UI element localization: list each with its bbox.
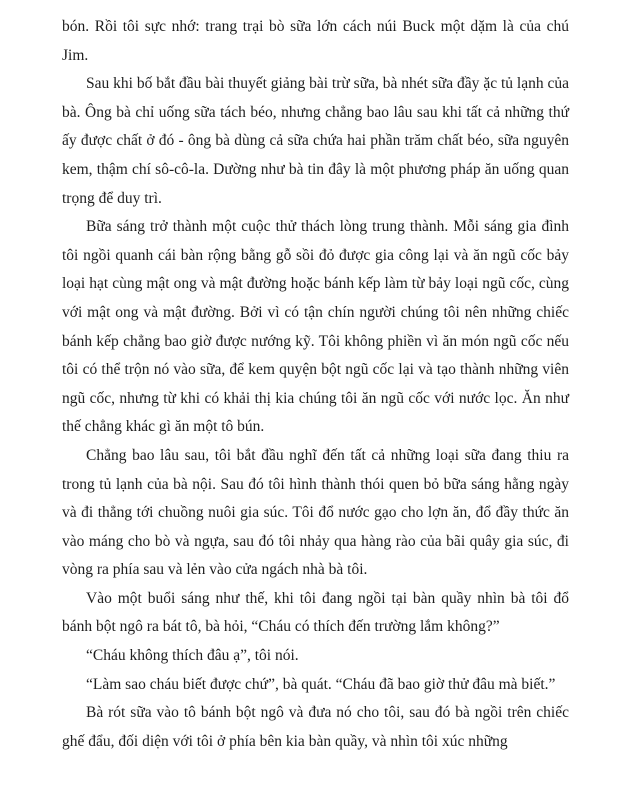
paragraph-1: bón. Rồi tôi sực nhớ: trang trại bò sữa lớn cách núi Buck một dặm là của chú Jim. — [62, 18, 569, 64]
paragraph-8: Bà rót sữa vào tô bánh bột ngô và đưa nó cho tôi, sau đó bà ngồi trên chiếc ghế đẩu, đối diện với tôi ở phía bên kia bàn quầy, và nhìn tôi xúc những — [62, 704, 569, 750]
paragraph-7: “Làm sao cháu biết được chứ”, bà quát. “Cháu đã bao giờ thử đâu mà biết.” — [86, 675, 556, 693]
paragraph-3: Bữa sáng trở thành một cuộc thử thách lòng trung thành. Mỗi sáng gia đình tôi ngồi quanh cái bàn rộng bằng gỗ sồi đỏ được gia công lại và ăn ngũ cốc bảy loại hạt cùng mật ong và mật đường hoặc bánh kếp làm từ bảy loại ngũ cốc, cùng với mật ong và mật đường. Bởi vì có tận chín người chúng tôi nên những chiếc bánh kếp chẳng bao giờ được nướng kỹ. Tôi không phiền vì ăn món ngũ cốc nếu tôi có thể trộn nó vào sữa, để kem quyện bột ngũ cốc lại và tạo thành những viên ngũ cốc, nhưng từ khi có khải thị kia chúng tôi ăn ngũ cốc với nước lọc. Ăn như thế chẳng khác gì ăn một tô bún. — [62, 218, 569, 436]
paragraph-4: Chẳng bao lâu sau, tôi bắt đầu nghĩ đến tất cả những loại sữa đang thiu ra trong tủ lạnh của bà nội. Sau đó tôi hình thành thói quen bỏ bữa sáng hằng ngày và đi thẳng tới chuồng nuôi gia súc. Tôi đổ nước gạo cho lợn ăn, đổ đầy thức ăn vào máng cho bò và ngựa, sau đó tôi nhảy qua hàng rào của bãi quây gia súc, đi vòng ra phía sau và lẻn vào cửa ngách nhà bà tôi. — [62, 446, 569, 579]
body-text — [62, 13, 569, 756]
paragraph-5: Vào một buổi sáng như thế, khi tôi đang ngồi tại bàn quầy nhìn bà tôi đổ bánh bột ngô ra bát tô, bà hỏi, “Cháu có thích đến trường lắm không?” — [62, 589, 569, 636]
paragraph-6: “Cháu không thích đâu ạ”, tôi nói. — [86, 647, 299, 665]
paragraph-2: Sau khi bố bắt đầu bài thuyết giảng bài trừ sữa, bà nhét sữa đầy ặc tủ lạnh của bà. Ông bà chỉ uống sữa tách béo, nhưng chẳng bao lâu sau khi tất cả những thứ ấy được chất ở đó - ông bà dùng cả sữa chứa hai phần trăm chất béo, sữa nguyên kem, thậm chí sô-cô-la. Dường như bà tin đây là một phương pháp ăn uống quan trọng để duy trì. — [62, 75, 569, 207]
